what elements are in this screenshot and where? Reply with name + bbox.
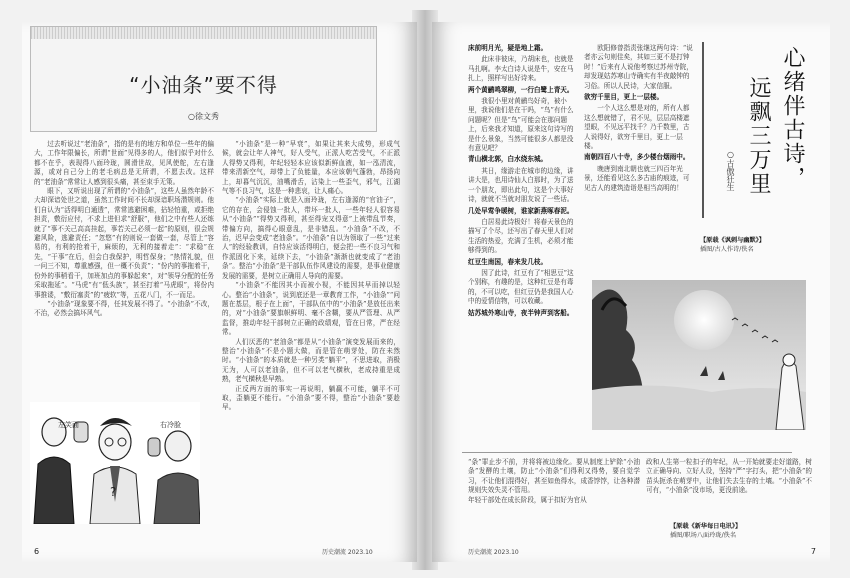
page-number-left: 6 <box>34 547 40 556</box>
poem-note: 其日，缘游走在城市的边缘，讲讲大是，也用诗仙人白那时，为了送一个朋友，即出此句，这是个大事好诗，就就不当就对朋友说了一些话。 <box>468 166 574 204</box>
footer-left: 历史潮流 2023.10 <box>322 549 373 556</box>
footer-right: 历史潮流 2023.10 <box>468 549 519 556</box>
poem-line: 床前明月光，疑是地上霜。 <box>468 44 548 52</box>
title-band <box>31 27 376 39</box>
ink-painting <box>592 280 806 430</box>
poem-note: 白居易此诗极好！将春天景色的描写了个尽，还写出了春天里人们对生活的热爱，充满了生机，必须才能够得到的。 <box>468 217 574 255</box>
cartoon-label-right: 右冷脸 <box>160 421 181 429</box>
poem-note: 一个人这么想是对的，所有人都这么想就错了，君不见，层层高楼遮望眼，不见远平找千？乃千数里，古人说得好，欲穷千里目，更上一层楼。 <box>584 104 690 151</box>
left-column-1-paragraph: 眼下，又听说出现了所谓的“小油条”，这些人虽然年龄不大却深谙处世之道，虽然工作时间不长却深谙职场潜规则。他们自认为“活得明白通透”，常常逃避困难，拈轻怕重，或拒绝担责，敷衍应付，不求上进但求“舒服”，他们之中有些人还练就了“事不关己高高挂起，事若关己必须一起”的原则，很会规避风险，逃避责任；“忽悠”有的则说一套做一套，尽管上“容易的，有利的抢着干，麻烦的，无利的接着走”：“求稳”在先，“干事”在后，但会白我保护，明哲保身；“热情礼貌，但一问三不知，尊重感强，但一概不负责”；“份内的事拖着干，份外的事稍看干，加班加点的事躲起来”，对“领导分配的任务采取拖延”。“马虎”有“低头族”，甚至打着“马虎眼”，将份内事推诿，“敷衍塞责”的“疲软”等，五花八门，不一而足。 <box>34 187 214 299</box>
right-column-1 <box>468 44 578 434</box>
bottom-text-right: 政和人生第一粒扣子的年纪，从一开始就要走好道路，树立正确导向、立好人设，坚持“严”字打头，把“小油条”的苗头扼杀在萌芽中，让他们失去生存的土壤。“小油条”不可有，“小油条”没市场，更没前途。 <box>646 458 812 495</box>
article-title: “小油条”要不得 <box>129 73 278 97</box>
left-column-2-paragraph: “小油条”不能因其小而被小视，不能因其早而掉以轻心。整治“小油条”，说到底还是一章教育工作，“小油条”“问题在基层，根子在上面”，干部队伍中的“小油条”是放任出来的，对“小油条”要旗帜鲜明、毫不含糊，要从严管理、从严监督，推动年轻干部树立正确的政绩观，管在日常，严在经常。 <box>222 281 400 337</box>
poem-note: 晚唐到南北朝也就三四百年光景，还能看见这么多古庙的痕迹，可见古人的建筑造诣是相当高明的！ <box>584 164 690 192</box>
poem-note: 因了此诗，红豆有了“相思豆”这个别称，有趣的是，这种红豆是有毒的，不可以吃，但红豆仍是我国人心中的爱情信物，可以收藏。 <box>468 268 574 306</box>
left-column-2 <box>222 140 400 540</box>
poem-line: 南朝四百八十寺，多少楼台烟雨中。 <box>584 153 690 162</box>
right-page <box>432 22 830 562</box>
vertical-author: ○古傲狂生 <box>726 150 735 191</box>
title-box <box>30 26 377 132</box>
page-number-right: 7 <box>810 547 816 556</box>
moon-shape <box>674 290 734 350</box>
poem-line: 红豆生南国，春来发几枝。 <box>468 257 548 266</box>
bottom-divider <box>462 452 792 453</box>
cartoon-label-left: 左笑面 <box>58 421 79 429</box>
vertical-title-line-1: 心绪伴古诗， <box>780 46 805 190</box>
left-page <box>22 22 417 562</box>
left-column-2-paragraph: 人们厌恶的“老油条”都是从“小油条”演变发展而来的，整治“小油条”不是小题大做，而是管在萌芽处，防在未然时。“小油条”的本质就是一种另类“躺平”，不思进取，消极无为，人可以老油条，但不可以老气横秋，老成持重是成熟，老气横秋是早熟。 <box>222 337 400 384</box>
poem-line: 青山横北郭，白水绕东城。 <box>468 155 548 164</box>
poem-line: 姑苏城外寒山寺，夜半钟声到客船。 <box>468 308 574 317</box>
left-column-1-paragraph: “小油条”现象要不得，任其发展不得了。“小油条”不改，不治，必然会搞坏风气。 <box>34 299 214 318</box>
left-column-1-paragraph: 过去听说过“老油条”，指的是有的地方和单位一些年的偏大，工作年限偏长，所谓“世面”见得多的人，他们似乎对什么都不在乎，表现得八面玲珑，圆滑世故，见风使舵，左右逢源，或对自己分上的老毛病总是无所谓，不愿去改。这样的“老油条”常常让人感到很头痛，甚至束手无策。 <box>34 140 214 186</box>
source-credit-1: 插图/古人作诗/佚名 <box>700 246 754 253</box>
right-column-2 <box>584 44 694 284</box>
svg-text:?: ? <box>110 485 117 499</box>
source-label-2: 【原载《新华每日电讯》】 <box>670 523 742 530</box>
source-label-1: 【原载《讽刺与幽默》】 <box>700 237 765 244</box>
bottom-text-left: “条”罪止步不前，并将将被边缘化。要从制度上铲除“小油条”发酵的土壤，防止“小油条”们得利又得势，要自觉学习，不让他们混得好，甚至如鱼得水，成香饽饽，让各种潜规则失效失灵不管用。 年轻干部处在成长阶段，属于扣好为官从 <box>468 458 640 504</box>
left-column-2-paragraph: 正反两方面的事实一再说明，躺赢不可能，躺平不可取，歪躺更不能行。“小油条”要不得，整治“小油条”要趁早。 <box>222 384 400 412</box>
left-column-1 <box>34 140 214 402</box>
poem-note: 欧阳修曾指责张继这两句诗：“说者亦云句则佳矣，其如三更不是打钟时！”后来有人说他考察过苏州寺院，却发现姑苏寒山寺确实有半夜敲钟的习俗。所以人民诗，大家信服。 <box>584 44 693 90</box>
left-column-2-paragraph: “小油条”是一种“早衰”，如果让其来大成势，形成气候，就会让年人神气，好人受气，正派人吃苦受气，不正派人得势又得利，年纪轻轻本应该似新鲜血液，如一泓清流，带来清新空气，却带上了负能量，本应该朝气蓬勃，昂扬向上，却暮气沉沉，油嘴滑舌，沾染上一些歪气，邪气，江湖气等不良习气，这是一种悲哀，让人痛心。 <box>222 140 400 196</box>
source-note-1 <box>700 236 816 254</box>
source-note-2 <box>670 522 820 540</box>
source-credit-2: 插图/职场八面玲珑/佚名 <box>670 532 737 539</box>
left-column-2-paragraph: “小油条”实际上就是入面玲珑，左右逢源的“官油子”，它的存在，会侵蚀一批人，带坏一批人，一些年轻人很容易从“小油条”“得势又得利，甚至得宠又得意”上被带乱节奏，带偏方向，搞得心眼意乱，是非错乱。“小油条”不改，不治，迟早会变成“老油条”。“小油条”自以为领取了一些“过来人”的经验教训，自恃应该活得明白，便会把一些不良习气和作派固化下来，延续下去，“小油条”渐渐也就变成了“老油条”。整治“小油条”是干部队伍作风建设的需要，是事业健康发展的需要，是树立正确用人导向的需要。 <box>222 196 400 280</box>
article-author: ○徐文秀 <box>188 112 219 121</box>
poem-line: 欲穷千里目，更上一层楼。 <box>584 93 664 102</box>
poem-note: 此床非彼床，乃胡床也，也就是马扎啊。李太白诗人说是牛，安在马扎上，照样写出好诗来。 <box>468 55 574 83</box>
vertical-title-block <box>702 42 814 218</box>
poem-line: 几处早莺争暖树，谁家新燕啄春泥。 <box>468 206 574 215</box>
poem-note: 我很小里对黄鹂鸟好奇，被小里，我说他们是在干吗，“鸟”有什么问题呢？但是“鸟”可能会在那问题上，后来我才知道，原来这句诗写的是什么景象，当然可能很多人都是没有意见吧？ <box>468 97 574 153</box>
vertical-title-line-2: 远飘三万里 <box>746 76 771 196</box>
poem-line: 两个黄鹂鸣翠柳，一行白鹭上青天。 <box>468 85 574 94</box>
